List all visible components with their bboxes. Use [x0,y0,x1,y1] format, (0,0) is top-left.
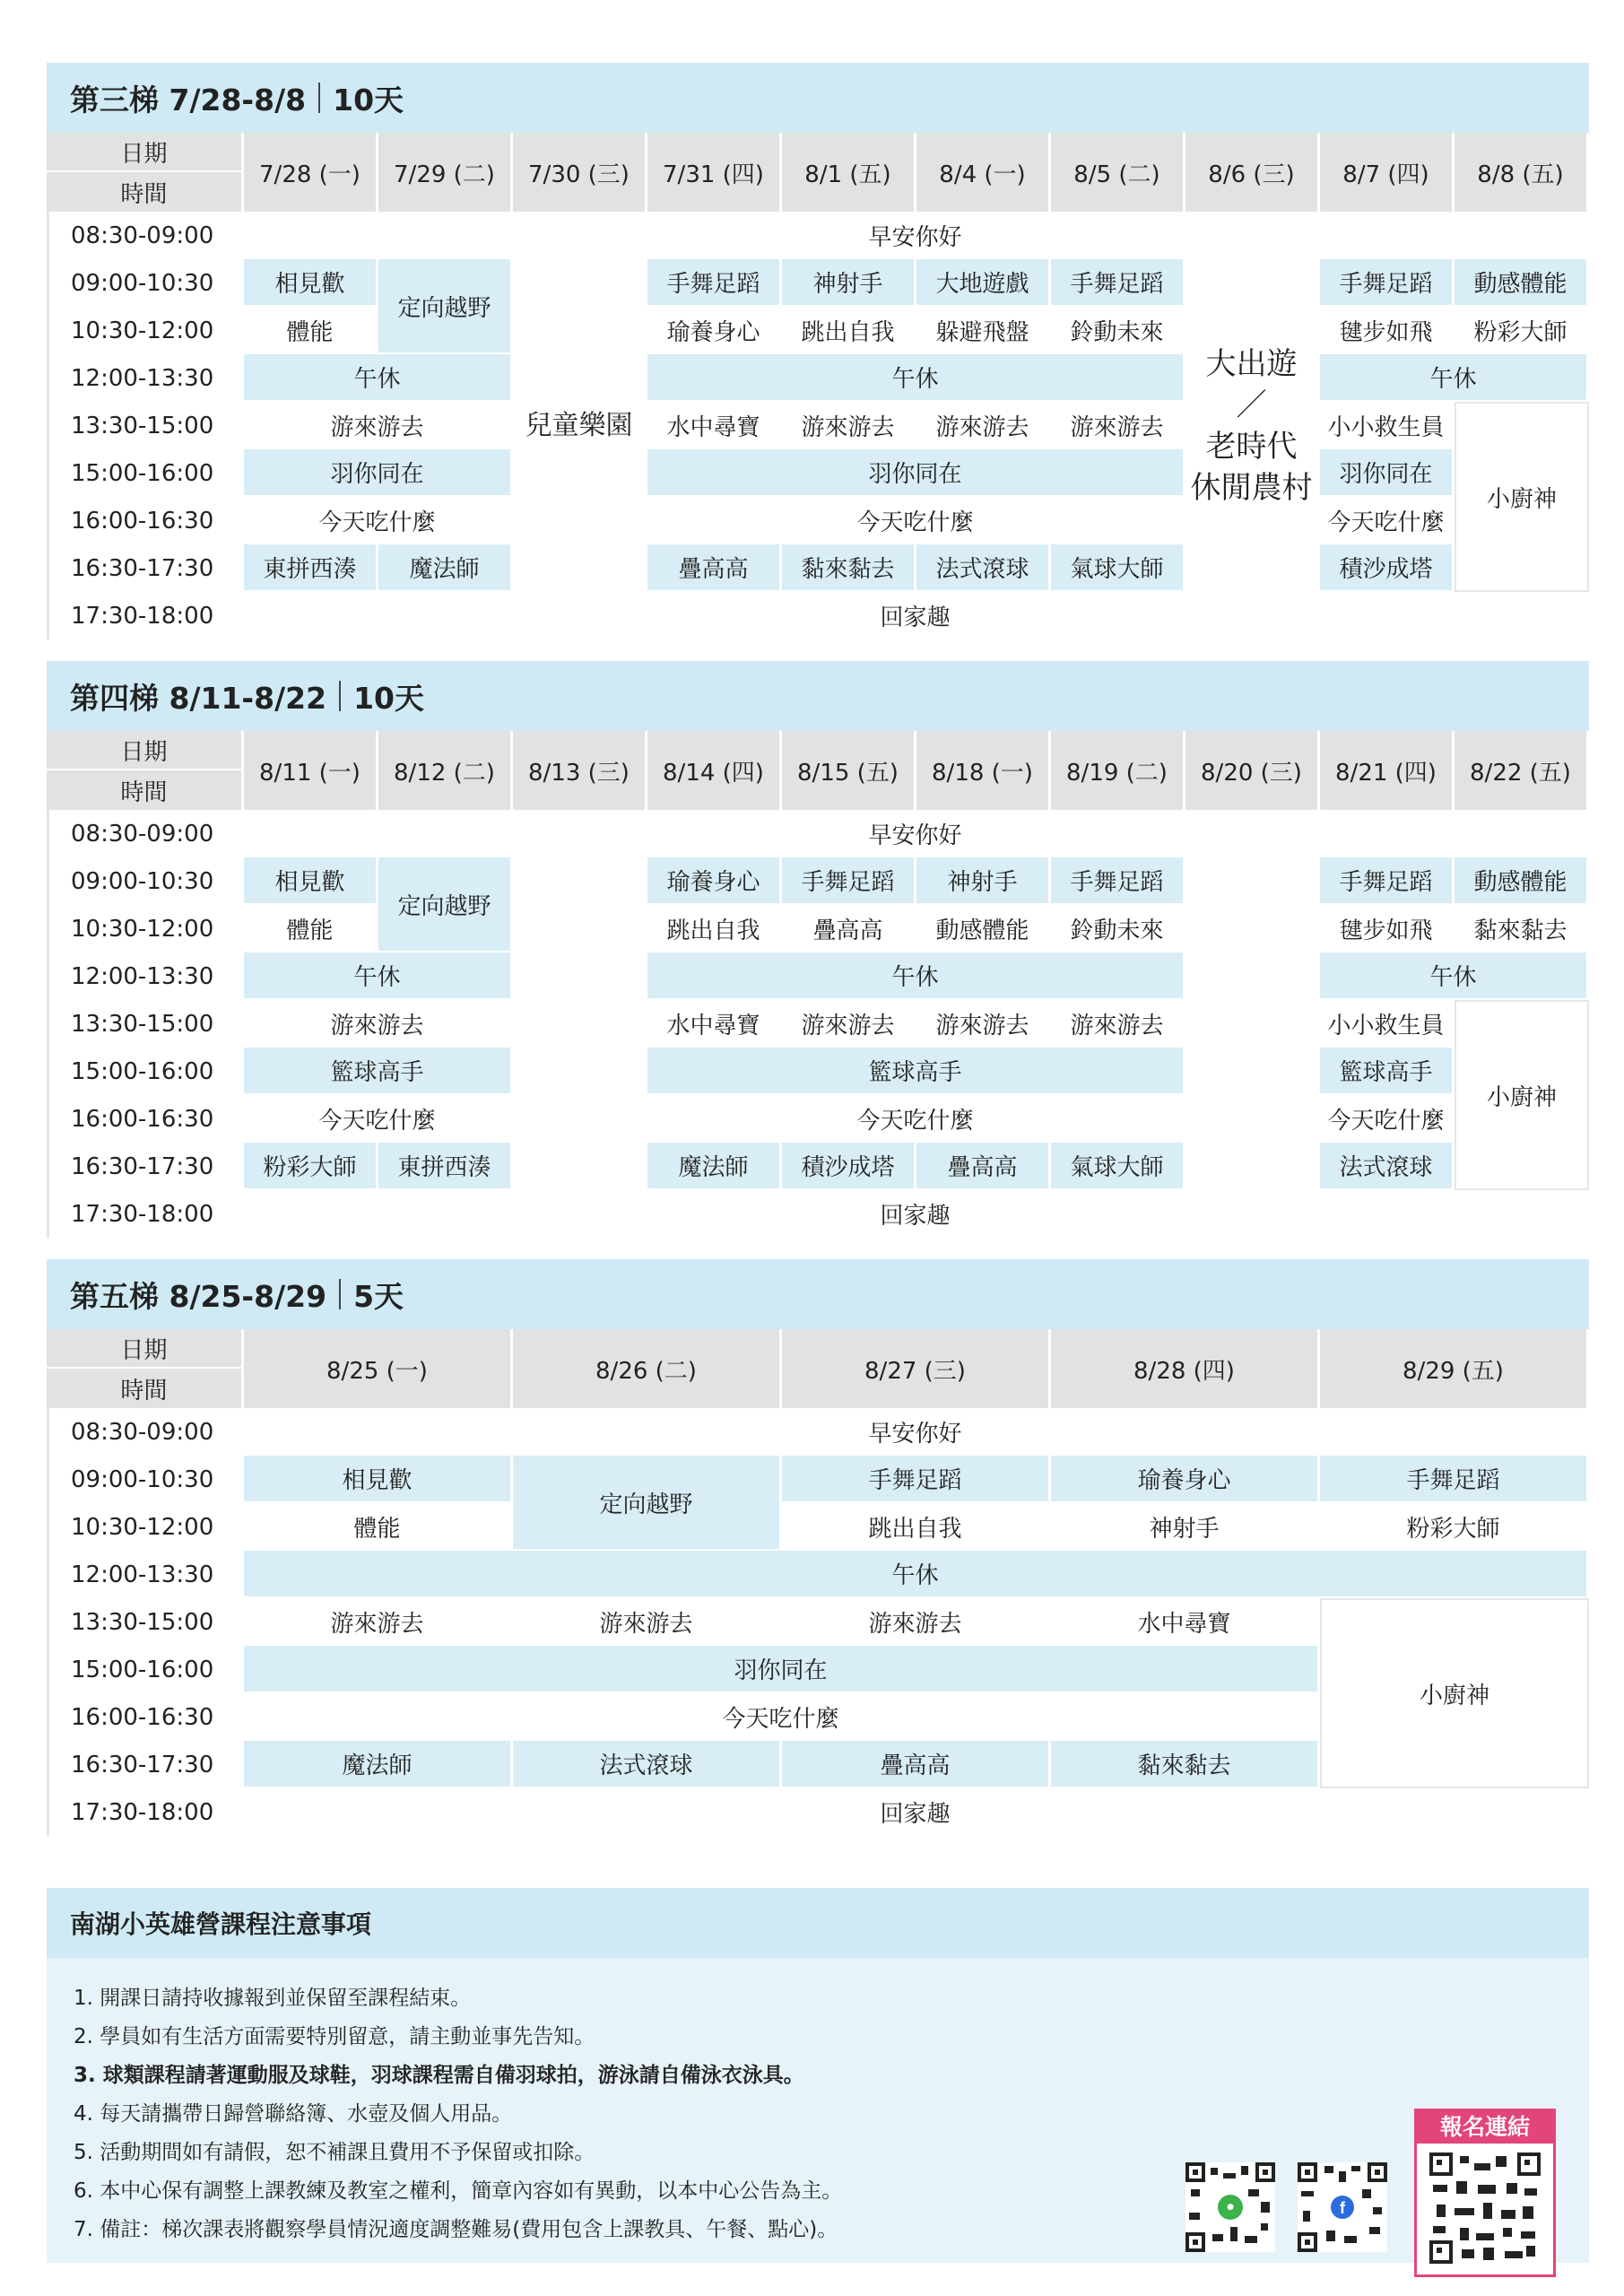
title-divider [318,83,320,113]
time-slot: 17:30-18:00 [47,1788,244,1836]
time-slot: 09:00-10:30 [47,1456,244,1503]
section-3 [47,63,1589,659]
section-duration: 10天 [353,680,424,716]
activity-cell: 相見歡 [244,1456,513,1503]
date-header: 8/26 (二) [513,1329,782,1408]
time-slot: 16:30-17:30 [47,1741,244,1788]
activity-cell: 神射手 [916,857,1051,905]
activity-cell: 魔法師 [647,1143,782,1190]
date-header: 8/4 (一) [916,133,1051,212]
activity-cell: 鈴動未來 [1051,307,1185,354]
activity-cell: 手舞足蹈 [1320,259,1455,307]
time-slot: 13:30-15:00 [47,402,244,449]
trip-line: 老時代 [1205,428,1298,465]
note-item: 6. 本中心保有調整上課教練及教室之權利，簡章內容如有異動，以本中心公告為主。 [74,2179,843,2203]
activity-cell: 今天吃什麼 [244,1095,513,1143]
date-header: 8/11 (一) [244,731,378,810]
time-slot: 13:30-15:00 [47,1000,244,1048]
activity-cell: 早安你好 [244,212,1589,259]
activity-cell: 粉彩大師 [1455,307,1589,354]
activity-cell: 鈴動未來 [1051,905,1185,952]
activity-cell: 大地遊戲 [916,259,1051,307]
time-slot: 15:00-16:00 [47,1048,244,1095]
activity-cell: 游來游去 [916,402,1051,449]
activity-cell: 兒童樂園 [513,259,647,592]
activity-cell: 手舞足蹈 [1320,1456,1589,1503]
activity-cell: 今天吃什麼 [647,497,1185,544]
date-header: 8/14 (四) [647,731,782,810]
time-slot: 10:30-12:00 [47,1503,244,1551]
activity-cell: 游來游去 [244,1000,513,1048]
activity-cell: 毽步如飛 [1320,307,1455,354]
section-duration: 5天 [353,1278,404,1314]
activity-cell: 午休 [244,952,513,1000]
activity-cell: 相見歡 [244,259,378,307]
time-slot: 15:00-16:00 [47,1646,244,1693]
activity-cell: 回家趣 [244,1788,1589,1836]
activity-cell: 瑜養身心 [647,307,782,354]
date-header: 8/12 (二) [378,731,513,810]
activity-cell: 羽你同在 [647,449,1185,497]
activity-cell: 羽你同在 [244,1646,1320,1693]
notes-title: 南湖小英雄營課程注意事項 [47,1888,1589,1958]
date-header: 8/6 (三) [1185,133,1320,212]
activity-cell: 疊高高 [782,1741,1051,1788]
activity-cell: 小小救生員 [1320,1000,1455,1048]
activity-cell: 疊高高 [782,905,916,952]
activity-cell: 早安你好 [244,810,1589,857]
date-header: 8/21 (四) [1320,731,1455,810]
activity-cell: 游來游去 [244,402,513,449]
time-slot: 16:00-16:30 [47,1095,244,1143]
time-slot: 08:30-09:00 [47,1408,244,1456]
note-item: 2. 學員如有生活方面需要特別留意，請主動並事先告知。 [74,2025,595,2048]
activity-cell: 游來游去 [782,402,916,449]
activity-cell: 動感體能 [1455,857,1589,905]
trip-line: ／ [1236,387,1267,423]
activity-cell: 今天吃什麼 [244,497,513,544]
activity-cell: 羽你同在 [244,449,513,497]
activity-cell: 瑜養身心 [647,857,782,905]
schedule-table [47,133,1589,639]
activity-cell: 回家趣 [244,592,1589,639]
activity-cell: 積沙成塔 [782,1143,916,1190]
section-title-text: 第四梯 8/11-8/22 [70,680,327,716]
date-header: 8/1 (五) [782,133,916,212]
activity-cell: 小廚神 [1455,1000,1589,1190]
activity-cell: 躲避飛盤 [916,307,1051,354]
field-trip-cell [1185,857,1320,1190]
time-slot: 09:00-10:30 [47,259,244,307]
section-duration: 10天 [333,82,404,117]
activity-cell: 粉彩大師 [244,1143,378,1190]
note-item: 3. 球類課程請著運動服及球鞋，羽球課程需自備羽球拍，游泳請自備泳衣泳具。 [74,2064,804,2087]
date-header: 8/20 (三) [1185,731,1320,810]
activity-cell: 黏來黏去 [1455,905,1589,952]
date-header: 8/25 (一) [244,1329,513,1408]
note-item: 7. 備註：梯次課表將觀察學員情況適度調整難易(費用包含上課教具、午餐、點心)。 [74,2218,838,2241]
date-header: 8/8 (五) [1455,133,1589,212]
date-header: 8/22 (五) [1455,731,1589,810]
activity-cell: 相見歡 [244,857,378,905]
section-title [47,1259,1589,1329]
activity-cell: 小廚神 [1320,1598,1589,1788]
activity-cell: 法式滾球 [513,1741,782,1788]
activity-cell: 水中尋寶 [1051,1598,1320,1646]
header-time-label: 時間 [47,172,244,212]
activity-cell: 游來游去 [1051,402,1185,449]
activity-cell: 動感體能 [1455,259,1589,307]
header-date-label: 日期 [47,1329,244,1369]
activity-cell: 動感體能 [916,905,1051,952]
activity-cell: 瑜養身心 [1051,1456,1320,1503]
activity-cell: 定向越野 [513,1456,782,1551]
time-slot: 09:00-10:30 [47,857,244,905]
activity-cell: 手舞足蹈 [1051,259,1185,307]
date-header: 8/18 (一) [916,731,1051,810]
time-slot: 10:30-12:00 [47,905,244,952]
note-item: 5. 活動期間如有請假，恕不補課且費用不予保留或扣除。 [74,2141,595,2164]
activity-cell: 定向越野 [378,857,513,952]
activity-cell: 羽你同在 [1320,449,1455,497]
activity-cell: 手舞足蹈 [647,259,782,307]
time-slot: 16:30-17:30 [47,1143,244,1190]
time-slot: 12:00-13:30 [47,952,244,1000]
header-time-label: 時間 [47,1369,244,1408]
note-item: 1. 開課日請持收據報到並保留至課程結束。 [74,1987,472,2010]
activity-cell: 今天吃什麼 [647,1095,1185,1143]
time-slot: 12:00-13:30 [47,1551,244,1598]
trip-line: 休閒農村 [1190,469,1313,506]
activity-cell: 東拼西湊 [244,544,378,592]
line-icon: ● [1218,2195,1243,2220]
activity-cell: 疊高高 [916,1143,1051,1190]
date-header: 7/28 (一) [244,133,378,212]
time-slot: 08:30-09:00 [47,810,244,857]
activity-cell: 體能 [244,307,378,354]
activity-cell: 東拼西湊 [378,1143,513,1190]
schedule-table [47,731,1589,1238]
activity-cell: 積沙成塔 [1320,544,1455,592]
activity-cell: 體能 [244,1503,513,1551]
date-header: 8/15 (五) [782,731,916,810]
activity-cell: 體能 [244,905,378,952]
activity-cell: 午休 [1320,952,1589,1000]
activity-cell: 手舞足蹈 [782,1456,1051,1503]
activity-cell: 手舞足蹈 [1051,857,1185,905]
header-time-label: 時間 [47,770,244,810]
activity-cell: 午休 [244,1551,1589,1598]
date-header: 8/19 (二) [1051,731,1185,810]
activity-cell: 今天吃什麼 [244,1693,1320,1741]
activity-cell: 午休 [244,354,513,402]
time-slot: 12:00-13:30 [47,354,244,402]
date-header: 8/27 (三) [782,1329,1051,1408]
activity-cell: 定向越野 [378,259,513,354]
activity-cell: 水中尋寶 [647,1000,782,1048]
notes-section [47,1888,1589,2296]
time-slot: 15:00-16:00 [47,449,244,497]
activity-cell: 氣球大師 [1051,1143,1185,1190]
section-title-text: 第五梯 8/25-8/29 [70,1278,327,1314]
schedule-table [47,1329,1589,1836]
date-header: 7/30 (三) [513,133,647,212]
date-header: 8/28 (四) [1051,1329,1320,1408]
time-slot: 10:30-12:00 [47,307,244,354]
date-header: 8/13 (三) [513,731,647,810]
trip-line: 大出遊 [1205,345,1298,382]
field-trip-cell [513,857,647,1190]
activity-cell: 游來游去 [916,1000,1051,1048]
time-slot: 17:30-18:00 [47,1190,244,1238]
activity-cell: 游來游去 [513,1598,782,1646]
register-label: 報名連結 [1417,2111,1553,2144]
title-divider [339,681,341,711]
date-header: 8/5 (二) [1051,133,1185,212]
activity-cell: 法式滾球 [916,544,1051,592]
activity-cell: 午休 [647,952,1185,1000]
activity-cell: 毽步如飛 [1320,905,1455,952]
activity-cell: 氣球大師 [1051,544,1185,592]
activity-cell: 小廚神 [1455,402,1589,592]
activity-cell: 神射手 [782,259,916,307]
activity-cell: 游來游去 [1051,1000,1185,1048]
notes-body [47,1958,1589,2263]
time-slot: 16:30-17:30 [47,544,244,592]
activity-cell: 回家趣 [244,1190,1589,1238]
activity-cell: 午休 [647,354,1185,402]
section-4 [47,661,1589,1257]
date-header: 7/31 (四) [647,133,782,212]
activity-cell: 黏來黏去 [782,544,916,592]
time-slot: 16:00-16:30 [47,1693,244,1741]
date-header: 8/7 (四) [1320,133,1455,212]
line-qr-code[interactable] [1185,2162,1275,2252]
activity-cell: 小小救生員 [1320,402,1455,449]
activity-cell: 游來游去 [244,1598,513,1646]
activity-cell: 跳出自我 [782,1503,1051,1551]
activity-cell: 今天吃什麼 [1320,1095,1455,1143]
activity-cell: 手舞足蹈 [1320,857,1455,905]
activity-cell: 黏來黏去 [1051,1741,1320,1788]
field-trip-cell [1185,259,1320,592]
header-date-label: 日期 [47,731,244,770]
activity-cell: 法式滾球 [1320,1143,1455,1190]
activity-cell: 游來游去 [782,1000,916,1048]
activity-cell: 粉彩大師 [1320,1503,1589,1551]
activity-cell: 游來游去 [782,1598,1051,1646]
title-divider [339,1279,341,1309]
activity-cell: 水中尋寶 [647,402,782,449]
date-header: 7/29 (二) [378,133,513,212]
section-title [47,63,1589,133]
activity-cell: 籃球高手 [244,1048,513,1095]
activity-cell: 籃球高手 [1320,1048,1455,1095]
time-slot: 08:30-09:00 [47,212,244,259]
register-qr-code [1429,2152,1541,2264]
activity-cell: 魔法師 [244,1741,513,1788]
facebook-qr-code[interactable] [1298,2162,1387,2252]
note-item: 4. 每天請攜帶日歸營聯絡簿、水壺及個人用品。 [74,2102,513,2126]
time-slot: 16:00-16:30 [47,497,244,544]
section-title-text: 第三梯 7/28-8/8 [70,82,307,117]
activity-cell: 午休 [1320,354,1589,402]
activity-cell: 早安你好 [244,1408,1589,1456]
activity-cell: 疊高高 [647,544,782,592]
facebook-icon: f [1331,2196,1354,2219]
date-header: 8/29 (五) [1320,1329,1589,1408]
activity-cell: 神射手 [1051,1503,1320,1551]
notes-list [74,1979,842,2249]
activity-cell: 魔法師 [378,544,513,592]
register-link[interactable] [1414,2109,1556,2277]
activity-cell: 跳出自我 [782,307,916,354]
section-title [47,661,1589,731]
activity-cell: 手舞足蹈 [782,857,916,905]
activity-cell: 跳出自我 [647,905,782,952]
activity-cell: 今天吃什麼 [1320,497,1455,544]
time-slot: 17:30-18:00 [47,592,244,639]
header-date-label: 日期 [47,133,244,172]
section-5 [47,1259,1589,1856]
activity-cell: 籃球高手 [647,1048,1185,1095]
time-slot: 13:30-15:00 [47,1598,244,1646]
